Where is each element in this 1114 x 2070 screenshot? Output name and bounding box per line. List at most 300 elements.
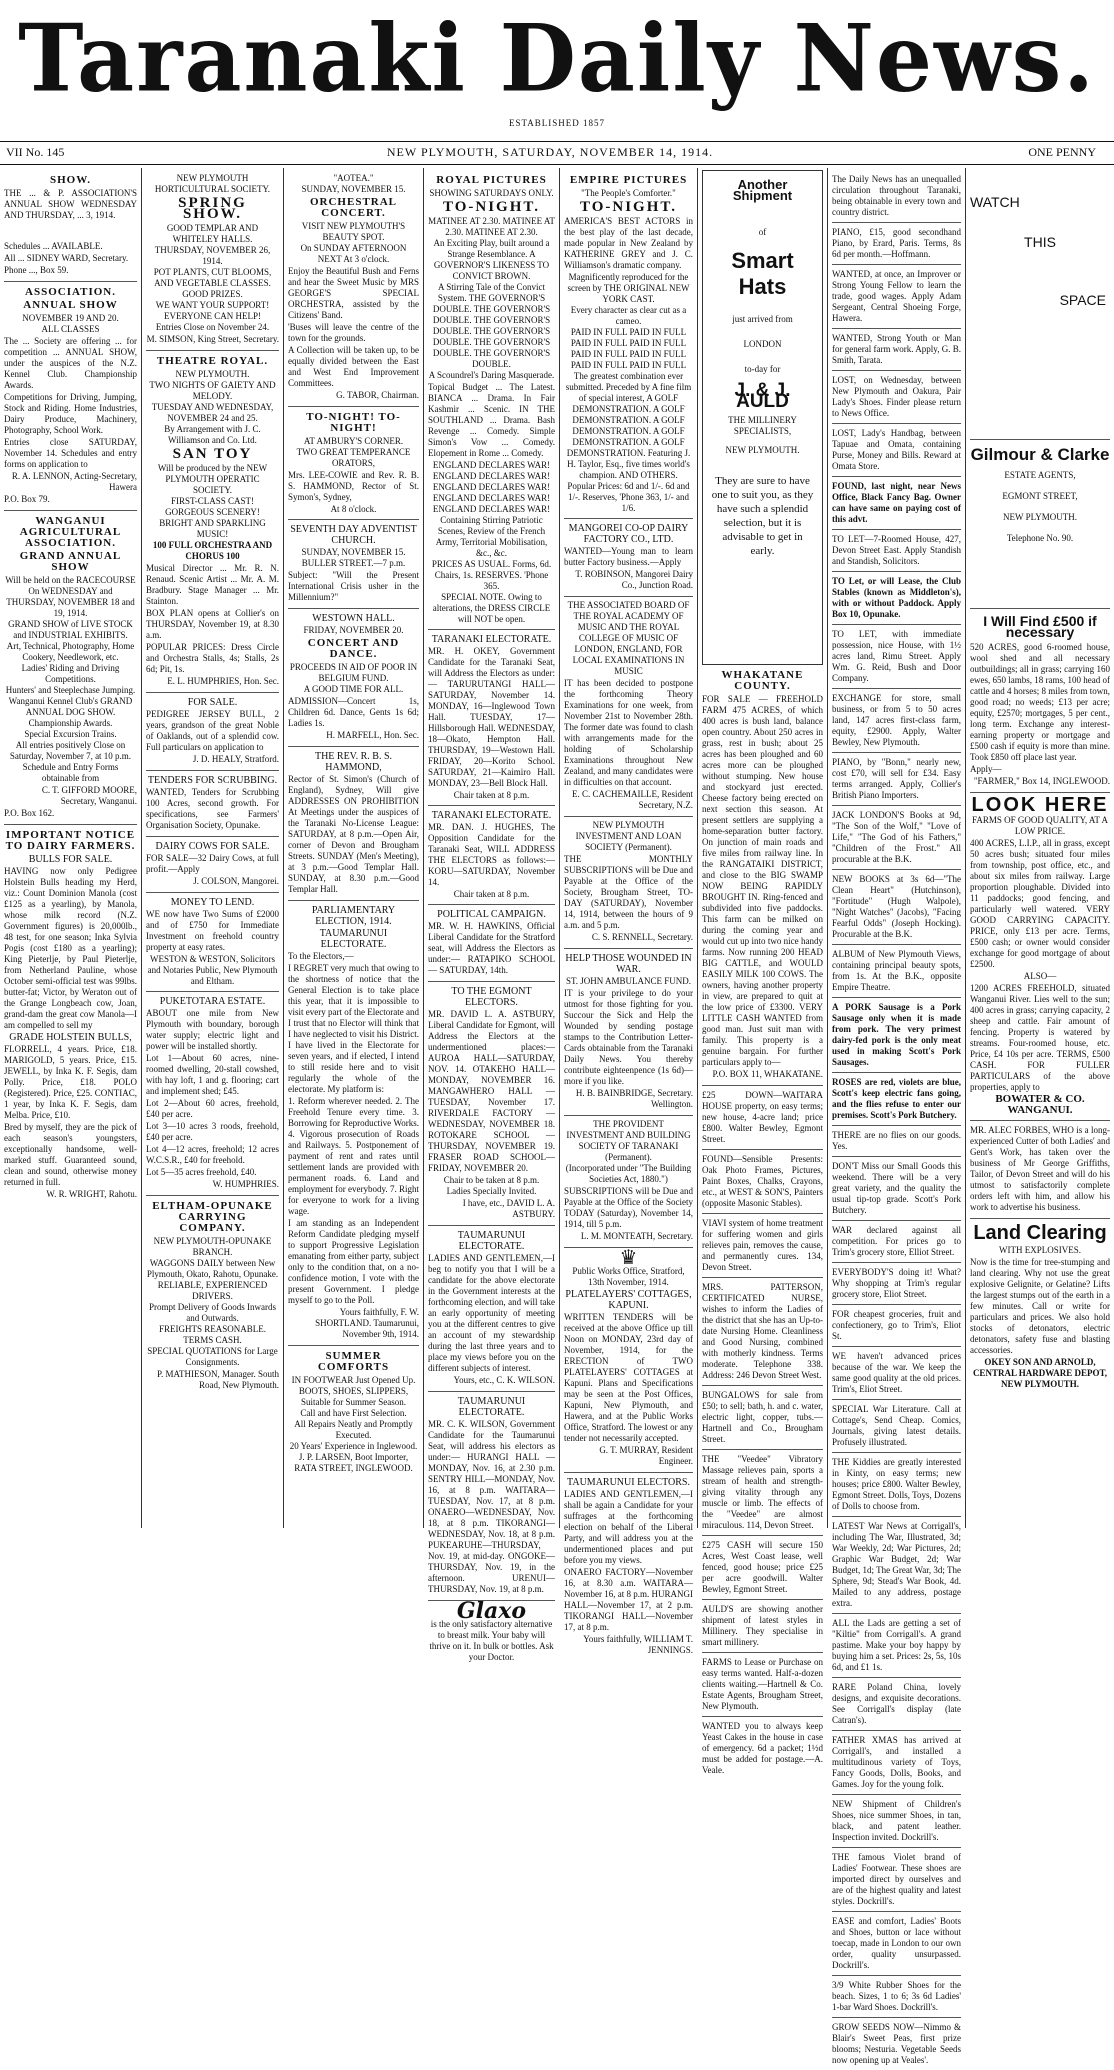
ad-line: LONDON [743,339,782,349]
ad-heading: ORCHESTRAL CONCERT. [309,196,398,219]
ad-political-campaign [428,905,555,982]
ad-title: PARLIAMENTARY ELECTION, 1914. [311,905,396,927]
ad-title: TO-NIGHT! TO-NIGHT! [306,411,401,434]
ad-okey-electorate [428,630,555,806]
ad-line: Schedule and Entry Forms obtainable from [22,762,119,783]
ad-date: SUNDAY, NOVEMBER 15. [301,184,406,194]
ad-title: ROYAL PICTURES [436,174,547,186]
ad-westown-hall [288,609,419,747]
ad-body: PAID IN FULL PAID IN FULL PAID IN FULL PAID IN FULL PAID IN FULL PAID IN FULL PAID IN FULL PAID IN FULL [570,327,687,370]
ad-line: GOOD PRIZES. [182,289,243,299]
ad-body: Bred by myself, they are the pick of each season's youngsters, exceptionally handsome, well-marked stuff. Guaranteed sound, clean and sound, otherwise money returned in full. [4,1122,137,1187]
ad-temperance-orators [288,407,419,520]
ad-body: BOX PLAN opens at Collier's on THURSDAY, November 19, at 8.30 a.m. [146,608,279,640]
ad-line: To the Electors,— [288,951,354,961]
ad-signature: C. S. RENNELL, Secretary. [591,932,693,942]
ad-line: PRICES AS USUAL. Forms, 6d. Chairs, 1s. RESERVES. 'Phone 365. [431,559,552,591]
ad-wanganui-show [4,511,137,825]
ad-title: POLITICAL CAMPAIGN. [437,909,546,920]
ad-signature: J. COLSON, Mangorei. [193,876,279,886]
ad-line: Chair taken at 8 p.m. [453,790,530,800]
ad-title: I Will Find £500 if necessary [983,613,1097,640]
newspaper-title: Taranaki Daily News. [18,3,1096,113]
ad-line: MATINEE AT 2.30. MATINEE AT 2.30. MATINEE AT 2.30. [428,216,555,237]
ad-body: They are sure to have one to suit you, as they have such a splendid selection, but it is advisable to get in early. [711,475,814,557]
ad-watch-this-space [970,170,1110,440]
ad-line: Lot 2—About 60 acres, freehold, £40 per acre. [146,1098,279,1119]
ad-line: THE MILLINERY SPECIALISTS, [728,415,797,436]
ad-kiltie: ALL the Lads are getting a set of "Kiltie" from Corrigall's. A grand pastime. Make your boy happy by buying him a set. Prices: 2s, 5s, 10s 6d, and £1 1s. [832,1615,961,1678]
ad-date: THURSDAY, NOVEMBER 26, 1914. [154,245,271,266]
ad-title: HELP THOSE WOUNDED IN WAR. [565,953,692,975]
column-8 [966,168,1114,1528]
ad-line: ALSO— [1023,971,1057,981]
ad-body: FOR SALE — FREEHOLD FARM 475 ACRES, of which 400 acres is bush land, balance open country. About 250 acres in grass, rest in bush; about 25 acres has been ploughed and 60 acres more can be ploughed without stumping. New house and stockyard just erected. Cheese factory being erected on next section this season. At present settlers are supplying a home-separation butter factory. On junction of main roads and five miles from railway line. In the RANGATAIKI DISTRICT, and close to the BIG SWAMP NOW BEING RAPIDLY BROUGHT IN. Ring-fenced and subdivided into five paddocks. This farm can be milked on during the coming year and would cut up into two nice handy farms. Now running 200 HEAD BIG CATTLE, and WOULD EASILY MILK 100 COWS. The owners, having another property in view, are prepared to quit at the low price of £3300. VERY LITTLE CASH WANTED from good man. Just suit man with family. This property is a genuine bargain. For further particulars apply to— [702,694,823,1067]
ad-body: THE MONTHLY SUBSCRIPTIONS will be Due and Payable at the Office of the Society, Brougham Street, TO-DAY (SATURDAY), November 14, 1914, between the hours of 9 a.m. and 5 p.m. [564,854,693,930]
ad-signature: G. T. MURRAY, Resident Engineer. [599,1445,693,1466]
ad-kiddies: THE Kiddies are greatly interested in Kinty, on easy terms; new houses; price £800. Walter Bewley, Egmont Street. Dolls, Toys, Dozens of Dolls to choose from. [832,1454,961,1517]
ad-line: SPACE [1059,292,1106,308]
ad-wilson-notice [428,1226,555,1392]
ad-circulation: The Daily News has an unequalled circulation throughout Taranaki, being obtainable in every town and country district. [832,171,961,223]
ad-signature: C. T. GIFFORD MOORE, Secretary, Wanganui. [41,785,137,806]
ad-small-goods: DON'T Miss our Small Goods this weekend. There will be a very great variety, and the quality the usual tip-top grade. Scott's Pork Butchery. [832,1158,961,1221]
ad-show [4,170,137,282]
ad-line: ESTATE AGENTS, [1004,470,1076,480]
ad-line: NEW PLYMOUTH. [725,445,800,455]
ad-sensible-presents: FOUND—Sensible Presents: Oak Photo Frames, Pictures, Paint Boxes, Chalks, Crayons, etc., at WEST & SON'S, Painters (opposite Masonic Stables). [702,1151,823,1214]
ad-signature: R. A. LENNON, Acting-Secretary, Hawera [11,471,137,492]
ad-jennings-electors [564,1473,693,1661]
ad-title: TO THE EGMONT ELECTORS. [451,986,532,1008]
ad-body: Now is the time for tree-stumping and land clearing. Why not use the great explosive Gelignite, or Gelatine? Lifts the largest stumps out of the earth in a few minutes. Call or write for particulars and prices. We also hold stocks of detonators, electric detonators, safety fuse and blasting accessories. [970,1257,1110,1355]
ad-royal-pictures [428,170,555,630]
ad-line: Schedules ... AVAILABLE. [4,241,103,251]
ad-line: BOOTS, SHOES, SLIPPERS, Suitable for Summer Season. [298,1386,409,1407]
ad-body: PEDIGREE JERSEY BULL, 2 years, grandson of the great Noble of Oaklands, out of a splendid cow. Full particulars on application to [146,709,279,752]
ad-heading: TO-NIGHT. [579,199,678,215]
ad-line: WATCH [970,194,1020,210]
ad-line: All Repairs Neatly and Promptly Executed. [294,1419,413,1440]
ad-body: I REGRET very much that owing to the shortness of notice that the General Election is to take place this year, that it is impossible to visit every part of the Electorate and I trust that no Elector will think that I have neglected to visit his District. I have lived in the Electorate for seven years, and if elected, I intend to still reside here and to visit regularly the whole of the electorate. My platform is: [288,963,419,1094]
ad-body: MR. DAVID L. A. ASTBURY, Liberal Candidate for Egmont, will Address the Electors at the undermentioned places:— AUROA HALL—SATURDAY, NOV. 14. OTAKEHO HALL—MONDAY, NOVEMBER 16. MANGAWHERO HALL — TUESDAY, November 17. RIVERDALE FACTORY — WEDNESDAY, NOVEMBER 18. ROTOKARE SCHOOL — THURSDAY, NOVEMBER 19. FRASER ROAD SCHOOL—FRIDAY, NOVEMBER 20. [428,1009,555,1173]
ad-title: EMPIRE PICTURES [569,174,688,186]
ad-veedee: THE "Veedee" Vibratory Massage relieves pain, sports a stream of health and strength-giving vitality through any muscle or limb. The effects of the "Veedee" are almost miraculous. 114, Devon Street. [702,1451,823,1536]
dateline-rule [0,164,1114,165]
ad-whakatane-farm [702,665,823,1086]
ad-adventist-church [288,520,419,609]
ad-line: Special Excursion Trains. [24,729,117,739]
ad-scrubbing-tenders [146,771,279,837]
ad-album: ALBUM of New Plymouth Views, containing principal beauty spots, from 1s. At the B.K., opposite Empire Theatre. [832,946,961,998]
ad-line: NEW PLYMOUTH. [1003,512,1077,522]
ad-no-flies: THERE are no flies on our goods. Yes. [832,1127,961,1157]
ad-pork-sausage: A PORK Sausage is a Pork Sausage only when it is made from pork. The very primest dairy-fed pork is the only meat used in making Scott's Pork Sausages. [832,999,961,1073]
ad-title: DAIRY COWS FOR SALE. [155,841,270,852]
ad-poland-china: RARE Poland China, lovely designs, and exquisite decorations. See Corrigall's display (late Catran's). [832,1679,961,1731]
ad-signature: E. L. HUMPHRIES, Hon. Sec. [167,676,279,686]
ad-signature: G. TABOR, Chairman. [336,390,419,400]
ad-to-let-rimu: TO LET, with immediate possession, nice House, with 1½ acres land, Rimu Street. Apply Wm. G. Reid, Bush and Door Company. [832,626,961,689]
ad-title: TARANAKI ELECTORATE. [431,634,552,645]
ad-roses: ROSES are red, violets are blue, Scott's keep electric fans going, and the flies refuse to enter our premises. Scott's Pork Butchery. [832,1074,961,1126]
ad-body: is the only satisfactory alternative to breast milk. Your baby will thrive on it. In bulk or bottles. Ask your Doctor. [429,1619,554,1662]
ad-ambulance-fund [564,949,693,1116]
ad-title: Land Clearing [973,1222,1107,1244]
ad-body: 1. Reform wherever needed. 2. The Freehold Tenure every time. 3. Borrowing for Reproductive Works. 4. Vigorous prosecution of Roads and Railways. 5. Postponement of payment of rent and rates until settlement lands are provided with permanent roads. 6. Land and employment for everybody. 7. Right for everyone to work for a living wage. [288,1096,419,1216]
ad-title: TENDERS FOR SCRUBBING. [147,775,278,786]
ad-aotea-concert [288,170,419,407]
ad-line: NEW PLYMOUTH. [175,369,250,379]
ad-body: Topical Budget ... The Latest. BIANCA ... Drama. In Fair Kashmir ... Scenic. IN THE SOUTHLAND ... Drama. Bash Revenge ... Comedy. Simple Simon's Vow ... Comedy. Elopement in Rome ... Comedy. [428,382,555,458]
ad-wilson-meetings [428,1392,555,1601]
ad-body: FOR SALE—32 Dairy Cows, at full profit.—Apply [146,853,279,874]
masthead-rule [0,141,1114,142]
ad-smart-hats [702,170,823,665]
ad-jersey-bull [146,693,279,771]
ad-lost-shoes: LOST, on Wednesday, between New Plymouth and Oakura, Pair Lady's Shoes. Finder please return to News Office. [832,372,961,424]
ad-title: PLATELAYERS' COTTAGES, KAPUNI. [565,1289,692,1311]
ad-carrying-company [146,1196,279,1396]
ad-piano-bonn: PIANO, by "Bonn," nearly new, cost £70, will sell for £34. Easy terms arranged. Apply, Collier's British Piano Importers. [832,754,961,806]
ad-line: VISIT NEW PLYMOUTH'S BEAUTY SPOT. [301,221,406,242]
ad-body: MR. H. OKEY, Government Candidate for the Taranaki Seat, will Address the Electors as under:— TARURUTANGI HALL—SATURDAY, November 14. MONDAY, 16—Inglewood Town Hall. TUESDAY, 17—Hillsborough Hall. WEDNESDAY, 18—Okato, Hempton Hall. THURSDAY, 19—Westown Hall. FRIDAY, 20—Korito School. SATURDAY, 21—Kaimiro Hall. MONDAY, 23—Bell Block Hall. [428,646,555,788]
ad-line: Chair taken at 8 p.m. [453,889,530,899]
ad-shortland-election [288,901,419,1346]
ad-line: At 8 o'clock. [330,504,377,514]
ad-hughes-electorate [428,806,555,905]
ad-mangorei-factory [564,519,693,597]
ad-body: Rector of St. Simon's (Church of England), Sydney, Will give ADDRESSES ON PROHIBITION At Meetings under the auspices of the Taranaki No-License League: SATURDAY, at 8 p.m.—Open Air, corner of Devon and Brougham Streets. SUNDAY (Men's Meeting), at 3 p.m.—Good Templar Hall. SUNDAY, at 8.30 p.m.—Good Templar Hall. [288,774,419,894]
ad-title: FOR SALE. [187,697,238,708]
ad-line: THIS [1024,234,1056,250]
ad-body: An Exciting Play, built around a Strange Resemblance. A GOVERNOR'S LIKENESS TO CONVICT BROWN. [433,238,550,281]
ad-prices: WE haven't advanced prices because of the war. We keep the same good quality at the old prices. Trim's, Eliot Street. [832,1348,961,1400]
ad-title: THE ASSOCIATED BOARD OF THE ROYAL ACADEMY OF MUSIC AND THE ROYAL COLLEGE OF MUSIC OF LONDON, ENGLAND, FOR LOCAL EXAMINATIONS IN MUSIC [567,600,690,676]
ad-line: TWO GREAT TEMPERANCE ORATORS, [296,447,411,468]
ad-body: WANTED, Tenders for Scrubbing 100 Acres, second growth. For specifications, see Farmers' Organisation Society, Opunake. [146,787,279,830]
ad-line: GOOD TEMPLAR AND WHITELEY HALLS. [166,223,259,244]
ad-body: The greatest combination ever submitted. Preceded by A fine film of special interest, A GOLF DEMONSTRATION. A GOLF DEMONSTRATION. A GOLF DEMONSTRATION. A GOLF DEMONSTRATION. A GOLF DEMONSTRATION. Featuring J. H. Taylor, Esq., five times world's champion. AND OTHERS. [565,371,692,480]
date-text: NEW PLYMOUTH, SATURDAY, NOVEMBER 14, 1914. [386,145,714,159]
ad-line: GRAND SHOW of LIVE STOCK and INDUSTRIAL EXHIBITS. [8,619,133,640]
ad-body: Containing Stirring Patriotic Scenes, Review of the French Army, Territorial Mobilisation, &c., &c. [435,515,548,558]
ad-summer-comforts [288,1346,419,1478]
ad-body: THE ... & P. ASSOCIATION'S ANNUAL SHOW WEDNESDAY AND THURSDAY, ... 3, 1914. [4,188,137,220]
ad-childrens-shoes: NEW Shipment of Children's Shoes, nice summer Shoes, in tan, black, and patent leather. Inspection invited. Dockrill's. [832,1796,961,1848]
ad-yeast-cakes: WANTED you to always keep Yeast Cakes in the house in case of emergency. 6d a packet; 1½d must be added for postage.—A. Veale. [702,1721,823,1775]
ad-date: FRIDAY, NOVEMBER 20. [303,625,404,635]
ad-platelayers-cottages [564,1248,693,1473]
ad-signature: "FARMER," Box 14, INGLEWOOD. [973,776,1110,786]
ad-line: Hunters' and Steeplechase Jumping. [5,685,136,695]
ad-title: MANGOREI CO-OP DAIRY FACTORY CO., LTD. [568,523,689,545]
ad-investment-society [564,817,693,949]
ad-signature: P. MATHIESON, Manager. South Road, New Plymouth. [156,1369,279,1390]
ad-line: POT PLANTS, CUT BLOOMS, AND VEGETABLE CLASSES. [153,267,272,288]
ad-line: Lot 3—10 acres 3 roods, freehold, £40 per acre. [146,1121,279,1142]
ad-heading: ANNUAL SHOW [23,299,118,311]
ad-line: Lot 1—About 60 acres, nine-roomed dwelling, 20-stall cowshed, with hay loft, 1 and g. flooring; cart and implement shed; £45. [146,1053,279,1096]
ad-heading: GRAND ANNUAL SHOW [19,550,122,573]
ad-rubber-shoes: 3/9 White Rubber Shoes for the beach. Sizes, 1 to 6; 3s 6d Ladies' 1-bar Ward Shoes. Dockrill's. [832,1977,961,2018]
ad-signature: M. SIMSON, King Street, Secretary. [146,334,279,344]
ad-groceries: FOR cheapest groceries, fruit and confectionery, go to Trim's, Eliot St. [832,1306,961,1347]
ad-body: Mrs. LEE-COWIE and Rev. R. B. S. HAMMOND, Rector of St. Symon's, Sydney, [288,470,419,502]
ad-signature: I have, etc., DAVID L. A. ASTBURY. [462,1198,555,1219]
ad-date: SUNDAY, NOVEMBER 15. [301,547,406,557]
ad-body: WANTED—Young man to learn butter Factory business.—Apply [564,546,693,567]
ad-line: FREIGHTS REASONABLE. TERMS CASH. [158,1324,266,1345]
column-7 [828,168,966,2065]
ad-date: TUESDAY AND WEDNESDAY, NOVEMBER 24 and 25. [151,402,274,423]
ad-jack-london: JACK LONDON'S Books at 9d, "The Son of the Wolf," "Love of Life," "The God of his Fathers," "Children of the Frost." All procurable at the B.K. [832,807,961,870]
ad-lost-handbag: LOST, Lady's Handbag, between Tapuae and Omata, containing Purse, Money and Bills. Reward at Omata Store. [832,425,961,477]
ad-title: SEVENTH DAY ADVENTIST CHURCH. [290,524,417,546]
ad-signature: W. R. WRIGHT, Rahotu. [46,1189,137,1199]
ad-line: Lot 4—12 acres, freehold; 12 acres W.C.S.R., £40 for freehold. [146,1144,279,1165]
ad-title: WANGANUI AGRICULTURAL ASSOCIATION. [19,515,122,549]
ad-cash-acres: £275 CASH will secure 150 Acres, West Coast lease, well fenced, good house; price £25 per acre goodwill. Walter Bewley, Egmont Street. [702,1537,823,1600]
ad-body: ADMISSION—Concert 1s, Children 6d. Dance, Gents 1s 6d; Ladies 1s. [288,696,419,728]
ad-line: By Arrangement with J. C. Williamson and Co. Ltd. [164,424,261,445]
ad-line: Lot 5—35 acres freehold, £40. [146,1167,257,1177]
ad-body: Musical Director ... Mr. R. N. Renaud. Scenic Artist ... Mr. A. M. Bradbury. Stage Manager ... Mr. Stainton. [146,563,279,606]
ad-ease-comfort: EASE and comfort, Ladies' Boots and Shoes, button or lace without toecap, made in London to our own order, quality unsurpassed. Dockrill's. [832,1913,961,1976]
ad-heading: Another Shipment [732,177,793,203]
column-2 [142,168,284,1528]
ad-body: IT is your privilege to do your utmost for those fighting for you. Succour the Sick and Help the Wounded by sending postage stamps to the Contribution Letter-Cards obtainable from the Taranaki Daily News. You thereby contribute eighteenpence (1s 6d)—more if you like. [564,988,693,1086]
ad-body: MR. DAN. J. HUGHES, The Opposition Candidate for the Taranaki Seat, WILL ADDRESS THE ELECTORS as follows:— KORU—SATURDAY, November 14. [428,822,555,887]
ad-signature: J. P. LARSEN, Boot Importer, RATA STREET, INGLEWOOD. [294,1452,413,1473]
ad-violet-footwear: THE famous Violet brand of Ladies' Footwear. These shoes are imported direct by ourselves and are of the highest quality and latest styles. Dockrill's. [832,1849,961,1912]
ad-father-xmas: FATHER XMAS has arrived at Corrigall's, and installed a multitudinous variety of Toys, Fancy Goods, Dolls, Books, and Games. Joy for the young folk. [832,1732,961,1795]
ad-body: WRITTEN TENDERS will be received at the above Office up till Noon on MONDAY, 23rd day of November, 1914, for the ERECTION of TWO PLATELAYERS' COTTAGES at Kapuni. Plans and Specifications may be seen at the Post Offices, Kapuni, New Plymouth, and Hawera, and at the Public Works Office, Stratford. The lowest or any tender not necessarily accepted. [564,1312,693,1443]
royal-crest-icon: ♛ [619,1247,638,1269]
ad-line: P.O. Box 162. [4,808,55,818]
ad-puketotara-estate [146,992,279,1196]
ad-line: A Scoundrel's Daring Masquerade. [428,370,555,380]
ad-title: SHOW. [50,174,91,186]
ad-line: "The People's Comforter." [581,188,676,198]
ad-line: to-day for [744,364,781,374]
ad-body: POPULAR PRICES: Dress Circle and Orchestra Stalls, 4s; Stalls, 2s 6d; Pit, 1s. [146,642,279,674]
ad-line: WAGGONS DAILY between New Plymouth, Okato, Rahotu, Opunake. [146,1258,279,1279]
ad-piano-erard: PIANO, £15, good secondhand Piano, by Erard, Paris. Terms, 8s 6d per month.—Hoffmann. [832,224,961,265]
ad-horticultural-show [146,170,279,351]
ad-title: PUKETOTARA ESTATE. [159,996,266,1007]
ad-line: Entries Close on November 24. [155,322,270,332]
ad-body: LADIES AND GENTLEMEN,—I shall be again a Candidate for your suffrages at the forthcoming election on behalf of the Liberal Party, and will address you at the undermentioned places and put before you my views. [564,1489,693,1565]
ad-find-500 [970,609,1110,793]
ad-title: ASSOCIATION. [25,286,116,298]
ad-title: NEW PLYMOUTH INVESTMENT AND LOAN SOCIETY (Permanent). [575,820,682,852]
ad-title: NEW PLYMOUTH HORTICULTURAL SOCIETY. [154,173,271,194]
ad-body: 1200 ACRES FREEHOLD, situated Wanganui River. Lies well to the sun; 400 acres in grass; carrying capacity, 2 sheep and cattle. Fair amount of fencing. Property is watered by streams. Four-roomed house, etc. Price, £4 10s per acre. TERMS, £500 CASH. FOR FULLER PARTICULARS of the above properties, apply to [970,983,1110,1092]
ad-line: BULLER STREET.—7 p.m. [301,558,406,568]
ad-signature: Yours, etc., C. K. WILSON. [453,1375,555,1385]
ad-line: Will be produced by the NEW PLYMOUTH OPERATIC SOCIETY. [157,463,268,495]
ad-line: Chair to be taken at 8 p.m. [443,1175,540,1185]
ad-waitara-house: £25 DOWN—WAITARA HOUSE property, on easy terms; new house, 4-acre land; price £800. Walter Bewley, Egmont Street. [702,1087,823,1150]
ad-line: SHOWING SATURDAYS ONLY. [429,188,554,198]
ad-heading: TAUMARUNUI ELECTORATE. [319,928,388,950]
ad-line: 100 FULL ORCHESTRA AND CHORUS 100 [152,540,273,561]
ad-heading: SPRING SHOW. [178,195,247,222]
ad-body: 520 ACRES, good 6-roomed house, wool shed and all necessary outbuildings; all in grass; carrying 160 ewes, 650 lambs, 18 rams, 100 head of cattle and 4 horses; 8 miles from town, good road; no weeds; £13 per acre; equity, £2570; mortgages, 5 per cent., long term. Exchange any interest-earning property or mortgage and £500 cash if equity is more than mine. Took £850 off place last year. [970,642,1110,762]
ad-line: SPECIAL NOTE. Owing to alterations, the DRESS CIRCLE will NOT be open. [432,592,551,624]
ad-body: 400 ACRES, L.I.P., all in grass, except 50 acres bush; situated four miles from township, post office, etc., and about six miles from railway. Large proportion ploughable. Divided into 11 paddocks; good fencing, and particularly well watered. VERY GOOD CARRYING CAPACITY. PRICE, only £13 per acre. Terms, £500 cash; or owner would consider exchange for good mortgage of about £2500. [970,838,1110,969]
ad-war-news: LATEST War News at Corrigall's, including The War, Illustrated, 3d; War Weekly, 2d; War Pictures, 2d; Graphic War Budget, 2d; War Budget, 1d; The Great War, 3d; The Sphere, 9d; Stead's War Book, 4d. Mailed to any address, postage extra. [832,1518,961,1614]
ad-body: Entries close SATURDAY, November 14. Schedules and entry forms on application to [4,437,137,469]
page-columns [0,168,1114,2065]
ad-body: HAVING now only Pedigree Holstein Bulls heading my Herd, viz.: Count Dominion Manola (cost £125 as a yearling), by Manola, whose milk record (N.Z. Government figures) is 20,000lb., 48 test, for one season; Inka Sylvia Pogis (cost £180 as a yearling); King Pieterlje, by Paul Pieterlje, from Netherland Pauline, whose October semi-official test was 99lbs. butter-fat; Victor, by Weraton out of the Grange Longbeach cow, Joan, grand-dam the great cow Manola—I am compelled to sell my [4,866,137,1030]
ad-body: I am standing as an Independent Reform Candidate pledging myself to support Progressive Legislation emanating from either party, subject only to the condition that, on a no-confidence motion, I vote with the present Government. I pledge myself to go to the Poll. [288,1218,419,1305]
ad-line: RELIABLE, EXPERIENCED DRIVERS. [157,1280,268,1301]
ad-title: "AOTEA." [333,173,374,183]
ad-line: 20 Years' Experience in Inglewood. [289,1441,418,1451]
ad-line: WE WANT YOUR SUPPORT! EVERYONE CAN HELP! [155,300,270,321]
ad-title: WHAKATANE COUNTY. [721,669,804,692]
ad-hammond-addresses [288,747,419,901]
ad-body: LADIES AND GENTLEMEN,—I beg to notify you that I will be a candidate for the above electorate in the Government interests at the forthcoming election, and will take an early opportunity of meeting you at the different centres to give an account of my stewardship during the last three years and to place my views before you on the different subjects of interest. [428,1253,555,1373]
ad-grow-seeds: GROW SEEDS NOW—Nimmo & Blair's Sweet Peas, first prize blooms; Nesturia. Vegetable Seeds now opening up at Veales'. [832,2022,961,2065]
ad-title: WESTOWN HALL. [312,613,395,624]
ad-title: THE PROVIDENT INVESTMENT AND BUILDING SOCIETY OF TARANAKI (Permanent). [566,1119,691,1162]
ad-body: A Stirring Tale of the Convict System. THE GOVERNOR'S DOUBLE. THE GOVERNOR'S DOUBLE. THE GOVERNOR'S DOUBLE. THE GOVERNOR'S DOUBLE. THE GOVERNOR'S DOUBLE. THE GOVERNOR'S DOUBLE. [432,282,551,369]
ad-association-show [4,282,137,511]
ad-found-bag: FOUND, last night, near News Office, Black Fancy Bag. Owner can have same on paying cost of this advt. [832,478,961,530]
ad-egmont-electors [428,982,555,1226]
ad-body: Competitions for Driving, Jumping, Stock and Riding. Home Industries, Dairy Produce, Machinery, Photography, School Work. [4,392,137,435]
ad-aulds-millinery: AULD'S are showing another shipment of latest styles in Millinery. They specialise in smart millinery. [702,1601,823,1653]
ad-line: On SUNDAY AFTERNOON NEXT At 3 o'clock. [300,243,407,264]
ad-body: The ... Society are offering ... for competition ... ANNUAL SHOW, under the auspices of the N.Z. Kennel Club. Championship Awards. [4,336,137,390]
ad-line: A GOOD TIME FOR ALL. [303,684,404,694]
ad-line: SPECIAL QUOTATIONS for Large Consignments. [147,1346,278,1367]
ad-signature: W. HUMPHRIES. [212,1179,279,1189]
ad-title: TAUMARUNUI ELECTORATE. [457,1230,526,1252]
ad-title: TAUMARUNUI ELECTORATE. [457,1396,526,1418]
ad-line: TWO NIGHTS OF GAIETY AND MELODY. [149,380,276,401]
column-5 [560,168,698,1655]
ad-title: TARANAKI ELECTORATE. [431,810,552,821]
ad-title: Smart Hats [731,248,794,299]
ad-signature: Yours faithfully, F. W. SHORTLAND. Taumarunui, November 9th, 1914. [315,1307,419,1339]
established-line: ESTABLISHED 1857 [508,118,606,128]
ad-body: Subject: "Will the Present International Crisis usher in the Millennium?" [288,570,419,602]
ad-empire-pictures [564,170,693,519]
column-1 [0,168,142,1528]
ad-line: Championship Awards. [28,718,113,728]
ad-war-declared: WAR declared against all competition. For prices go to Trim's grocery store, Elliot Street. [832,1222,961,1263]
ad-farms-lease: FARMS to Lease or Purchase on easy terms wanted. Half-a-dozen clients waiting.—Hartnell & Co. Estate Agents, Brougham Street, New Plymouth. [702,1654,823,1717]
ad-title: MONEY TO LEND. [170,897,255,908]
ad-heading: GRADE HOLSTEIN BULLS, [9,1032,132,1043]
ad-heading: BULLS FOR SALE. [28,854,113,865]
ad-signature: J. D. HEALY, Stratford. [192,754,279,764]
ad-line: of [758,227,767,237]
glaxo-logo: Glaxo [456,1598,527,1624]
ad-title: THE REV. R. B. S. HAMMOND, [314,751,393,773]
ad-dairy-cows [146,837,279,893]
ad-signature: E. C. CACHEMAILLE, Resident Secretary, N.Z. [572,789,693,810]
ad-line: P.O. Box 79. [4,494,50,504]
dateline [0,145,1114,163]
ad-title: THEATRE ROYAL. [156,355,269,367]
ad-line: PROCEEDS IN AID OF POOR IN BELGIUM FUND. [289,662,418,683]
ad-line: FIRST-CLASS CAST! GORGEOUS SCENERY! [165,496,260,517]
ad-body: SUBSCRIPTIONS will be Due and Payable at the Office of the Society TODAY (Saturday), November 14, 1914, till 5 p.m. [564,1186,693,1229]
ad-body: ENGLAND DECLARES WAR! ENGLAND DECLARES WAR! ENGLAND DECLARES WAR! ENGLAND DECLARES WAR! ENGLAND DECLARES WAR! [432,460,551,514]
ad-club-stables: TO Let, or will Lease, the Club Stables (known as Middleton's), with or without Paddock. Apply Box 10, Opunake. [832,573,961,625]
ad-line: Prompt Delivery of Goods Inwards and Outwards. [149,1302,276,1323]
ad-heading: SAN TOY [172,446,253,462]
ad-title: LOOK HERE [971,794,1109,816]
ad-line: Call and have First Selection. [300,1408,407,1418]
ad-music-exams [564,597,693,817]
ad-line: Every character as clear cut as a cameo. [570,305,687,326]
ad-line: (Incorporated under "The Building Societies Act, 1880.") [565,1163,692,1184]
ad-to-let-house: TO LET—7-Roomed House, 427, Devon Street East. Apply Standish and Standish, Solicitors. [832,531,961,572]
ad-new-books: NEW BOOKS at 3s 6d—"The Clean Heart" (Hutchinson), "Fortitude" (Hugh Walpole), "Night Watches" (Jacobs), "Facing Fearful Odds" (Joseph Hocking). Procurable at the B.K. [832,871,961,945]
ad-wanted-improver: WANTED, at once, an Improver or Strong Young Fellow to learn the trade, good wages. Apply Adam Sergeant, Central Shoeing Forge, Hawera. [832,266,961,329]
ad-body: ABOUT one mile from New Plymouth with boundary, borough water supply; electric light and power will be installed shortly. [146,1008,279,1051]
ad-body: MR. W. H. HAWKINS, Official Liberal Candidate for the Stratford seat, will Address the Electors as under:— RATAPIKO SCHOOL — SATURDAY, 14th. [428,921,555,975]
ad-line: just arrived from [732,314,793,324]
ad-line: FARMS OF GOOD QUALITY, AT A LOW PRICE. [971,815,1109,836]
ad-look-here [970,793,1110,1121]
ad-signature: T. ROBINSON, Mangorei Dairy Co., Junction Road. [575,569,693,590]
ad-body: MR. ALEC FORBES, WHO is a long-experienced Cutter of both Ladies' and Gent's Work, has taken over the business of Mr George Griffiths, Tailor, of Devon Street and will do his utmost to satisfactorily complete orders left with him, and allow his work to advertise his business. [970,1125,1110,1212]
ad-body: WE now have Two Sums of £2000 and of £750 for Immediate Investment on freehold country property at easy rates. [146,909,279,952]
ad-body: AMERICA'S BEST ACTORS in the best play of the last decade, made popular in New Zealand by KATHERINE GREY and J. C. Williamson's dramatic company. [564,216,693,270]
ad-money-to-lend [146,893,279,992]
ad-provident-society [564,1116,693,1248]
ad-title: TAUMARUNUI ELECTORS. [567,1477,690,1488]
ad-signature: P.O. BOX 11, WHAKATANE. [712,1069,823,1079]
ad-line: Apply— [970,764,1002,774]
ad-title: Gilmour & Clarke [970,445,1110,464]
ad-body: Enjoy the Beautiful Bush and Ferns and hear the Sweet Music by MRS GEORGE'S SPECIAL ORCHESTRA, assisted by the Citizens' Band. [288,266,419,320]
ad-signature: OKEY SON AND ARNOLD, CENTRAL HARDWARE DEPOT, NEW PLYMOUTH. [972,1357,1108,1389]
column-3 [284,168,424,1528]
ad-wanted-youth: WANTED, Strong Youth or Man for general farm work. Apply, G. B. Smith, Tarata. [832,330,961,371]
ad-body: 'Buses will leave the centre of the town for the grounds. [288,322,419,343]
column-6 [698,168,828,1775]
ad-line: Magnificently reproduced for the screen by THE ORIGINAL NEW YORK CAST. [567,272,690,304]
ad-line: Telephone No. 90. [1006,533,1074,543]
ad-signature: H. MARFELL, Hon. Sec. [326,730,419,740]
ad-line: BRIGHT AND SPARKLING MUSIC! [159,518,266,539]
ad-line: Public Works Office, Stratford, 13th November, 1914. [572,1266,685,1287]
ad-everybody: EVERYBODY'S doing it! What? Why shopping at Trim's regular grocery store, Eliot Street. [832,1264,961,1305]
ad-line: NEW PLYMOUTH-OPUNAKE BRANCH. [153,1236,272,1257]
ad-gilmour-clarke [970,440,1110,609]
ad-line: ALL CLASSES [41,324,100,334]
ad-line: ST. JOHN AMBULANCE FUND. [565,976,692,986]
ad-signature: Yours faithfully, WILLIAM T. JENNINGS. [583,1634,693,1655]
ad-line: AT AMBURY'S CORNER. [303,436,404,446]
ad-line: WITH EXPLOSIVES. [999,1245,1081,1255]
ad-bulls-for-sale [4,825,137,1205]
ad-signature: L. M. MONTEATH, Secretary. [580,1231,693,1241]
ad-date: NOVEMBER 19 AND 20. [22,313,119,323]
ad-signature: BOWATER & CO. WANGANUI. [995,1093,1085,1116]
ad-heading: TO-NIGHT. [442,199,541,215]
ad-line: All ... SIDNEY WARD, Secretary. [4,253,129,263]
ad-body: FLORRELL, 4 years. Price, £18. MARIGOLD, 5 years. Price, £15. JEWELL, by Inka K. F. Segis, dam Polly. Price, £18. POLO (Registered). Price, £25. CONTIAC, 1 year, by Inka K. F. Segis, dam Melba. Price, £10. [4,1044,137,1120]
